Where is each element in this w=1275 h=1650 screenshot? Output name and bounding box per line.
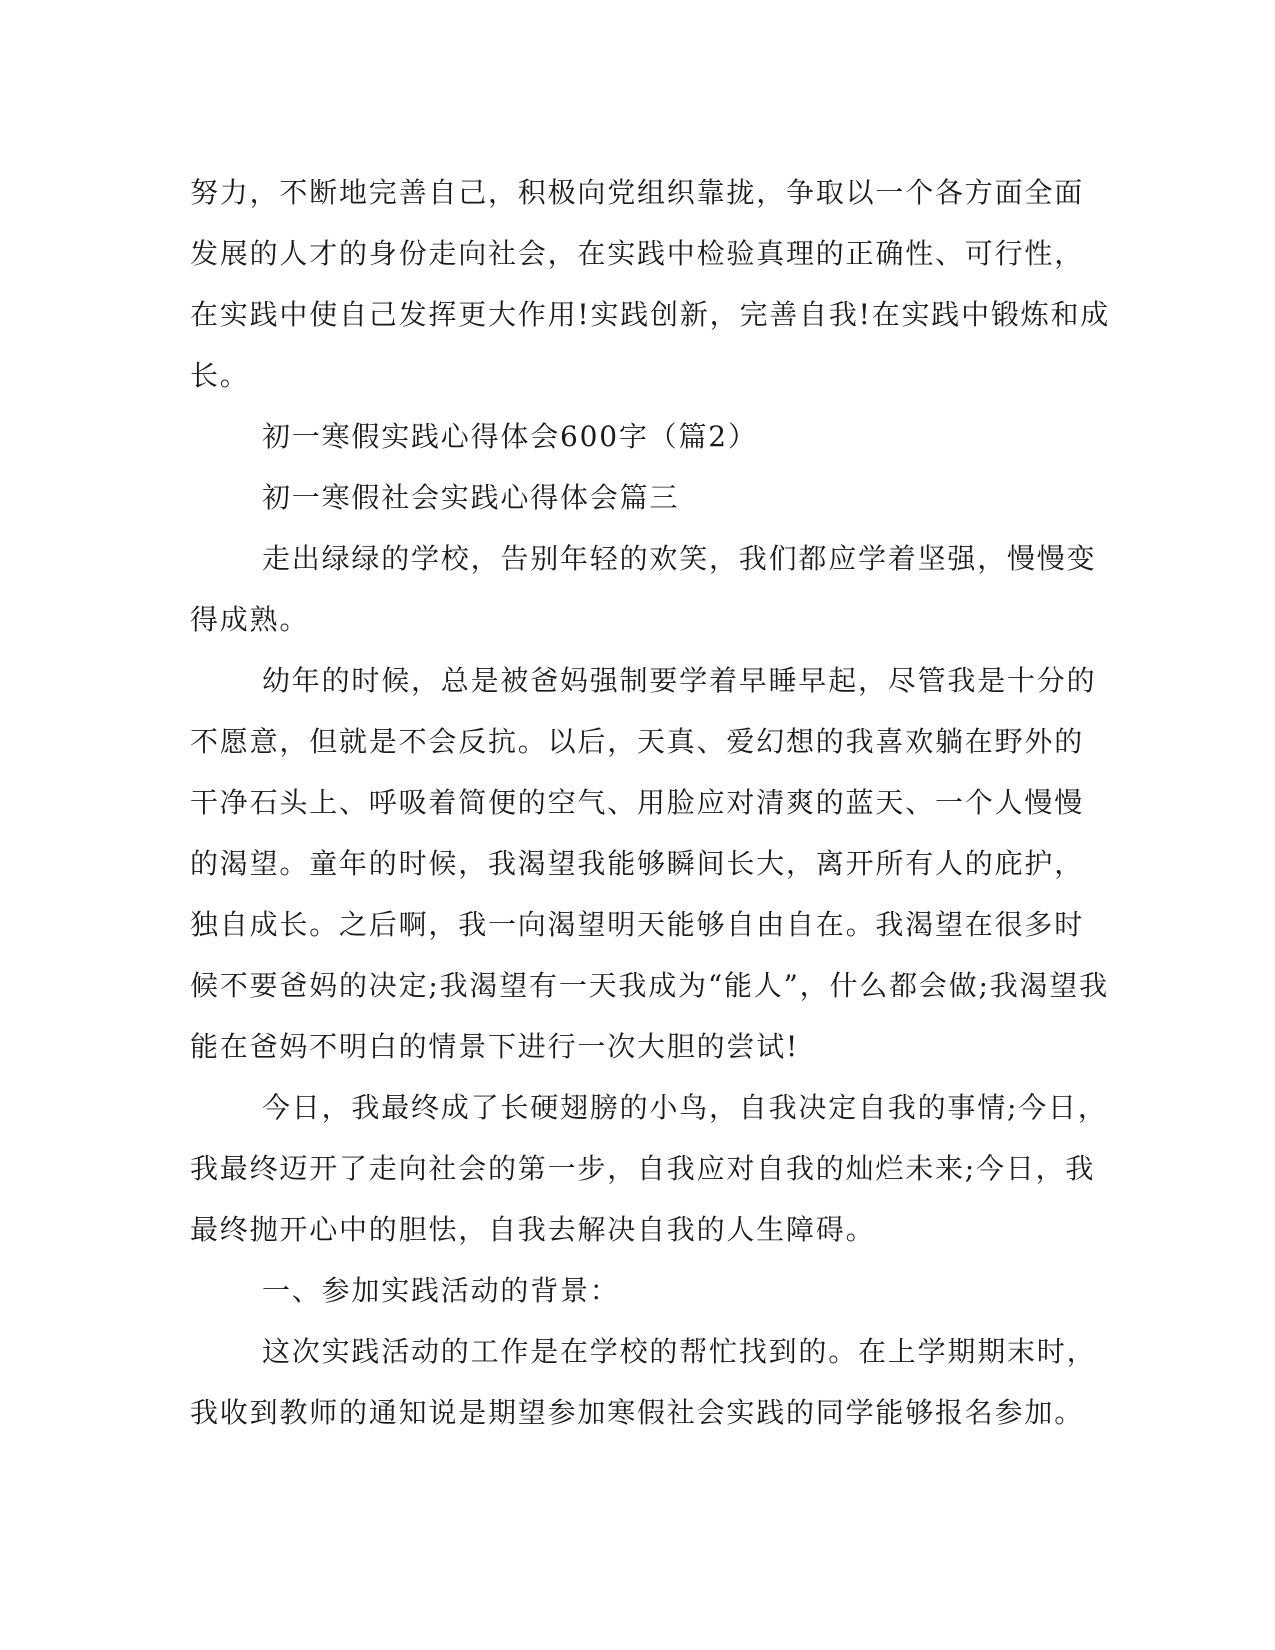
text-line: 我最终迈开了走向社会的第一步，自我应对自我的灿烂未来;今日，我 [190,1152,1096,1185]
section-heading: 初一寒假实践心得体会600字（篇2） [262,420,758,453]
text-line: 不愿意，但就是不会反抗。以后，天真、爱幻想的我喜欢躺在野外的 [190,725,1085,758]
text-line: 这次实践活动的工作是在学校的帮忙找到的。在上学期期末时， [262,1335,1097,1368]
text-line: 得成熟。 [190,603,310,636]
text-line: 的渴望。童年的时候，我渴望我能够瞬间长大，离开所有人的庇护， [190,847,1085,880]
subsection-heading: 一、参加实践活动的背景： [262,1274,620,1307]
text-line: 最终抛开心中的胆怯，自我去解决自我的人生障碍。 [190,1213,876,1246]
text-line: 干净石头上、呼吸着简便的空气、用脸应对清爽的蓝天、一个人慢慢 [190,786,1085,819]
text-line: 独自成长。之后啊，我一向渴望明天能够自由自在。我渴望在很多时 [190,908,1085,941]
text-line: 候不要爸妈的决定;我渴望有一天我成为“能人”，什么都会做;我渴望我 [190,969,1109,1002]
text-line: 能在爸妈不明白的情景下进行一次大胆的尝试! [190,1030,800,1063]
text-line: 长。 [190,359,250,392]
text-line: 努力，不断地完善自己，积极向党组织靠拢，争取以一个各方面全面 [190,176,1085,209]
text-line: 幼年的时候，总是被爸妈强制要学着早睡早起，尽管我是十分的 [262,664,1097,697]
text-line: 今日，我最终成了长硬翅膀的小鸟，自我决定自我的事情;今日， [262,1091,1108,1124]
document-page [190,162,1111,1443]
text-line: 在实践中使自己发挥更大作用!实践创新，完善自我!在实践中锻炼和成 [190,298,1111,331]
section-heading: 初一寒假社会实践心得体会篇三 [262,481,680,514]
text-line: 我收到教师的通知说是期望参加寒假社会实践的同学能够报名参加。 [190,1396,1085,1429]
text-line: 走出绿绿的学校，告别年轻的欢笑，我们都应学着坚强，慢慢变 [262,542,1097,575]
text-line: 发展的人才的身份走向社会，在实践中检验真理的正确性、可行性， [190,237,1085,270]
